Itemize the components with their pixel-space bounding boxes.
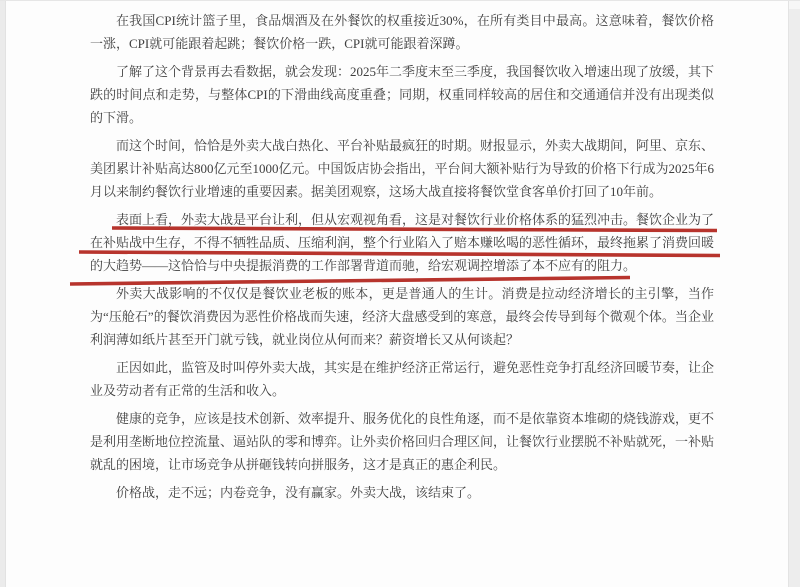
article-text: [90, 9, 714, 509]
paragraph: 价格战，走不远；内卷竞争，没有赢家。外卖大战，该结束了。: [116, 485, 481, 500]
paragraph: 外卖大战影响的不仅仅是餐饮业老板的账本，更是普通人的生计。消费是拉动经济增长的主引擎，当作为“压舱石”的餐饮消费因为恶性价格战而失速，经济大盘感受到的寒意，最终会传导到每个微观个体。当企业利润薄如纸片甚至开门就亏钱，就业岗位从何而来？薪资增长又从何谈起？: [90, 286, 714, 347]
paragraph: 正因如此，监管及时叫停外卖大战，其实是在维护经济正常运行，避免恶性竞争打乱经济回暖节奏，让企业及劳动者有正常的生活和收入。: [90, 360, 715, 398]
page-left-border: [0, 1, 6, 587]
paragraph: 健康的竞争，应该是技术创新、效率提升、服务优化的良性角逐，而不是依靠资本堆砌的烧钱游戏，更不是利用垄断地位控流量、逼站队的零和博弈。让外卖价格回归合理区间，让餐饮行业摆脱不补贴就死，一补贴就乱的困境，让市场竞争从拼砸钱转向拼服务，这才是真正的惠企利民。: [90, 411, 715, 472]
paragraph: 在我国CPI统计篮子里，食品烟酒及在外餐饮的权重接近30%，在所有类目中最高。这意味着，餐饮价格一涨，CPI就可能跟着起跳；餐饮价格一跌，CPI就可能跟着深蹲。: [90, 13, 714, 51]
paragraph: 了解了这个背景再去看数据，就会发现：2025年二季度末至三季度，我国餐饮收入增速出现了放缓，其下跌的时间点和走势，与整体CPI的下滑曲线高度重叠；同期，权重同样较高的居住和交通通信并没有出现类似的下滑。: [90, 64, 715, 125]
paragraph: 表面上看，外卖大战是平台让利，但从宏观视角看，这是对餐饮行业价格体系的猛烈冲击。餐饮企业为了在补贴战中生存，不得不牺牲品质、压缩利润，整个行业陷入了赔本赚吆喝的恶性循环，最终拖累了消费回暖的大趋势——这恰恰与中央提振消费的工作部署背道而驰，给宏观调控增添了本不应有的阻力。: [90, 212, 715, 273]
highlighted-paragraph: [90, 208, 714, 277]
paragraph: 而这个时间，恰恰是外卖大战白热化、平台补贴最疯狂的时期。财报显示，外卖大战期间，阿里、京东、美团累计补贴高达800亿元至1000亿元。中国饭店协会指出，平台间大额补贴行为导致的价格下行成为2025年6月以来制约餐饮行业增速的重要因素。据美团观察，这场大战直接将餐饮堂食客单价打回了10年前。: [90, 138, 715, 199]
scrollbar-track[interactable]: [788, 1, 800, 587]
scrollbar-top-notch: [789, 1, 800, 9]
